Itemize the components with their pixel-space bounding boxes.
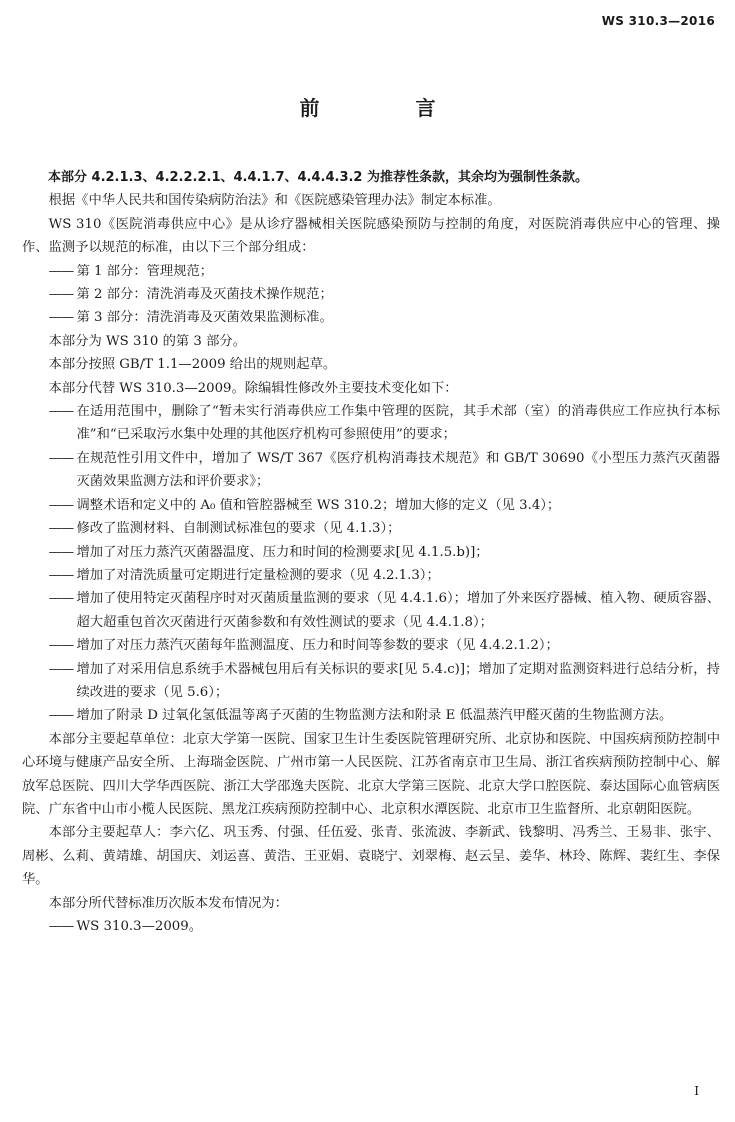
mandatory-clause-note: 本部分 4.2.1.3、4.2.2.2.1、4.4.1.7、4.4.4.3.2 为推荐性条款，其余均为强制性条款。: [48, 170, 589, 185]
paragraph: 本部分为 WS 310 的第 3 部分。: [48, 333, 247, 349]
list-item: [22, 587, 720, 634]
list-item-text: 增加了对压力蒸汽灭菌器温度、压力和时间的检测要求[见 4.1.5.b)]；: [76, 544, 489, 560]
paragraph: 本部分代替 WS 310.3—2009。除编辑性修改外主要技术变化如下：: [48, 380, 458, 396]
list-item: [22, 915, 720, 938]
dash-mark: ——: [48, 310, 74, 326]
page-title: 前 言: [299, 96, 474, 120]
list-item-text: 第 2 部分：清洗消毒及灭菌技术操作规范；: [76, 287, 333, 303]
paragraph: 根据《中华人民共和国传染病防治法》和《医院感染管理办法》制定本标准。: [48, 193, 501, 209]
dash-mark: ——: [48, 919, 74, 934]
dash-mark: ——: [48, 544, 74, 560]
dash-mark: ——: [48, 708, 74, 724]
dash-mark: ——: [48, 638, 74, 654]
list-item: [22, 306, 720, 329]
paragraph: WS 310《医院消毒供应中心》是从诊疗器械相关医院感染预防与控制的角度，对医院消毒供应中心的管理、操作、监测予以规范的标准，由以下三个部分组成：: [22, 216, 720, 256]
paragraph: 本部分主要起草人：李六亿、巩玉秀、付强、任伍爱、张青、张流波、李新武、钱黎明、冯秀兰、王易非、张宇、周彬、么莉、黄靖雄、胡国庆、刘运喜、黄浩、王亚娟、袁晓宁、刘翠梅、赵云呈、姜华、林玲、陈辉、裴红生、李保华。: [22, 825, 720, 888]
list-item: [22, 634, 720, 657]
list-item-text: 在规范性引用文件中，增加了 WS/T 367《医疗机构消毒技术规范》和 GB/T 30690《小型压力蒸汽灭菌器灭菌效果监测方法和评价要求》；: [76, 450, 720, 490]
paragraph: 本部分所代替标准历次版本发布情况为：: [48, 895, 288, 911]
list-item-text: 增加了对压力蒸汽灭菌每年监测温度、压力和时间等参数的要求（见 4.4.2.1.2）；: [76, 638, 559, 654]
list-item-text: 调整术语和定义中的 A₀ 值和管腔器械至 WS 310.2；增加大修的定义（见 3.4）；: [76, 497, 561, 513]
list-item: [22, 400, 720, 447]
dash-mark: ——: [48, 521, 74, 537]
list-item: [22, 283, 720, 306]
list-item-text: 在适用范围中，删除了“暂未实行消毒供应工作集中管理的医院，其手术部（室）的消毒供应工作应执行本标准”和“已采取污水集中处理的其他医疗机构可参照使用”的要求；: [76, 404, 720, 443]
list-item: [22, 564, 720, 587]
list-item-text: 第 1 部分：管理规范；: [76, 263, 214, 279]
list-item: [22, 447, 720, 494]
dash-mark: ——: [48, 497, 74, 513]
list-item: [22, 260, 720, 283]
paragraph: 本部分按照 GB/T 1.1—2009 给出的规则起草。: [48, 357, 337, 373]
standard-code: WS 310.3—2016: [601, 14, 715, 28]
list-item: [22, 541, 720, 564]
list-item-text: 增加了对采用信息系统手术器械包用后有关标识的要求[见 5.4.c)]；增加了定期对监测资料进行总结分析，持续改进的要求（见 5.6）；: [76, 661, 720, 700]
list-item: [22, 704, 720, 727]
list-item: [22, 494, 720, 517]
list-item: [22, 517, 720, 540]
dash-mark: ——: [48, 404, 74, 420]
foreword-body: [22, 166, 720, 938]
dash-mark: ——: [48, 263, 74, 279]
dash-mark: ——: [48, 661, 74, 677]
page-number: I: [694, 1084, 699, 1098]
dash-mark: ——: [48, 450, 74, 466]
list-item-text: 增加了附录 D 过氧化氢低温等离子灭菌的生物监测方法和附录 E 低温蒸汽甲醛灭菌的生物监测方法。: [76, 708, 673, 724]
list-item: [22, 658, 720, 705]
dash-mark: ——: [48, 591, 74, 607]
list-item-text: 增加了对清洗质量可定期进行定量检测的要求（见 4.2.1.3）；: [76, 567, 440, 583]
list-item-text: WS 310.3—2009。: [76, 919, 203, 934]
list-item-text: 第 3 部分：清洗消毒及灭菌效果监测标准。: [76, 310, 333, 326]
dash-mark: ——: [48, 287, 74, 303]
list-item-text: 修改了监测材料、自制测试标准包的要求（见 4.1.3）；: [76, 521, 401, 537]
list-item-text: 增加了使用特定灭菌程序时对灭菌质量监测的要求（见 4.4.1.6）；增加了外来医疗器械、植入物、硬质容器、超大超重包首次灭菌进行灭菌参数和有效性测试的要求（见 4.4.1.8）；: [76, 591, 720, 630]
paragraph: 本部分主要起草单位：北京大学第一医院、国家卫生计生委医院管理研究所、北京协和医院、中国疾病预防控制中心环境与健康产品安全所、上海瑞金医院、广州市第一人民医院、江苏省南京市卫生局、浙江省疾病预防控制中心、解放军总医院、四川大学华西医院、浙江大学邵逸夫医院、北京大学第三医院、北京大学口腔医院、泰达国际心血管病医院、广东省中山市小榄人民医院、黑龙江疾病预防控制中心、北京积水潭医院、北京市卫生监督所、北京朝阳医院。: [22, 731, 720, 817]
dash-mark: ——: [48, 567, 74, 583]
